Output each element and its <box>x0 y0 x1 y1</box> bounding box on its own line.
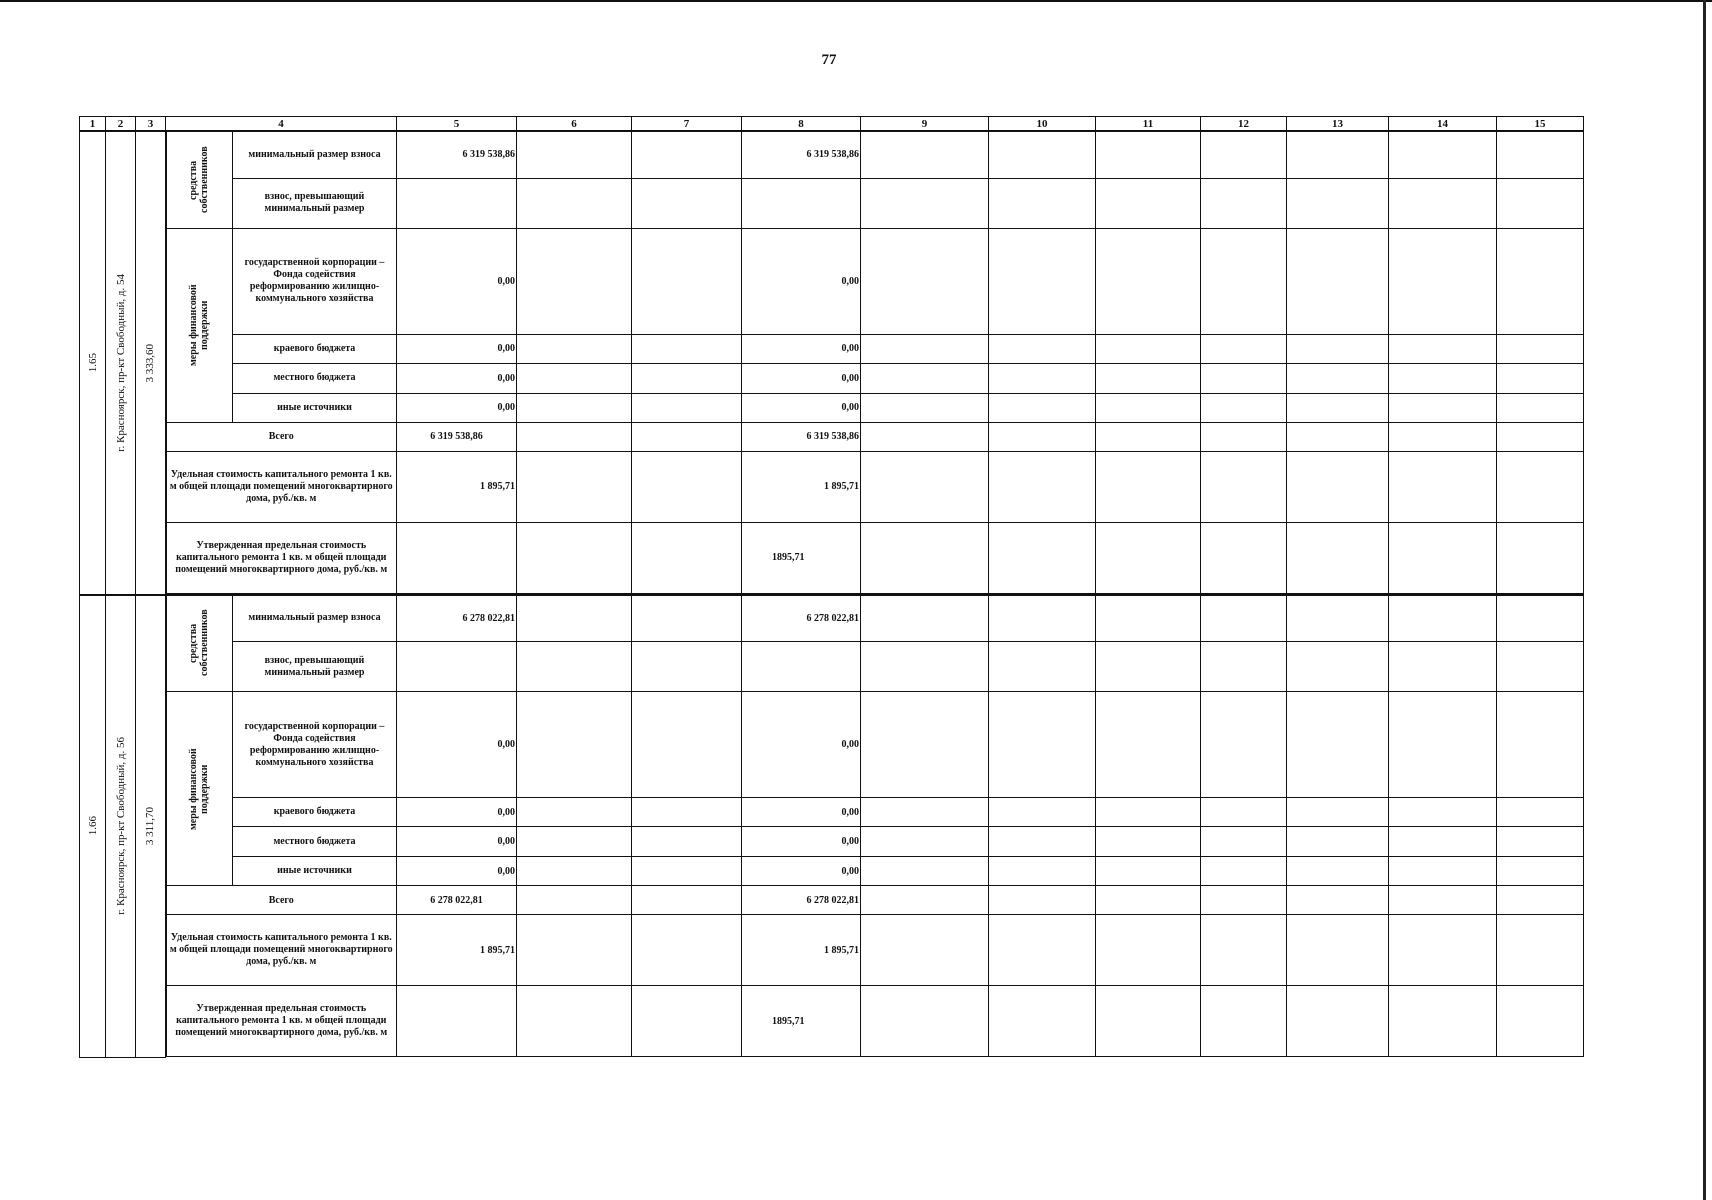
header-cell: 2 <box>106 117 136 132</box>
value-cell: 1 895,71 <box>397 915 517 986</box>
value-cell: 0,00 <box>742 393 861 422</box>
repair-cost-table <box>79 116 1584 1058</box>
table-row <box>80 522 1584 593</box>
value-cell: 0,00 <box>742 334 861 363</box>
right-border-line <box>1703 0 1706 1200</box>
table-row <box>80 131 1584 178</box>
header-cell: 1 <box>80 117 106 132</box>
table-row <box>80 857 1584 886</box>
header-cell: 9 <box>861 117 989 132</box>
value-cell: 0,00 <box>397 363 517 393</box>
value-cell: 0,00 <box>742 798 861 827</box>
value-cell: 0,00 <box>397 857 517 886</box>
value-cell: 0,00 <box>397 798 517 827</box>
total-label: Всего <box>166 422 397 451</box>
limit-cost-label: Утвержденная предельная стоимость капитального ремонта 1 кв. м общей площади помещений многоквартирного дома, руб./кв. м <box>166 986 397 1057</box>
other-label: иные источники <box>233 393 397 422</box>
value-cell: 6 319 538,86 <box>742 422 861 451</box>
value-cell: 0,00 <box>397 334 517 363</box>
value-cell: 6 278 022,81 <box>397 595 517 642</box>
fund-label: государственной корпорации – Фонда содействия реформированию жилищно-коммунального хозяйства <box>233 692 397 798</box>
table-row <box>80 986 1584 1057</box>
limit-cost-label: Утвержденная предельная стоимость капитального ремонта 1 кв. м общей площади помещений многоквартирного дома, руб./кв. м <box>166 522 397 593</box>
owner-funds-label: средства собственников <box>166 131 233 228</box>
support-label: меры финансовой поддержки <box>166 692 233 886</box>
value-cell: 0,00 <box>742 363 861 393</box>
table-row <box>80 798 1584 827</box>
over-fee-label: взнос, превышающий минимальный размер <box>233 642 397 692</box>
total-label: Всего <box>166 886 397 915</box>
krai-label: краевого бюджета <box>233 798 397 827</box>
other-label: иные источники <box>233 857 397 886</box>
value-cell: 6 278 022,81 <box>742 886 861 915</box>
value-cell: 1895,71 <box>742 986 861 1057</box>
header-cell: 10 <box>989 117 1096 132</box>
table-row <box>80 228 1584 334</box>
value-cell: 6 278 022,81 <box>742 595 861 642</box>
value-cell: 0,00 <box>397 827 517 857</box>
row-number: 1.66 <box>80 595 106 1058</box>
table-row <box>80 595 1584 642</box>
table-row <box>80 422 1584 451</box>
owner-funds-label: средства собственников <box>166 595 233 692</box>
value-cell: 1 895,71 <box>397 451 517 522</box>
table-row <box>80 886 1584 915</box>
over-fee-label: взнос, превышающий минимальный размер <box>233 178 397 228</box>
header-cell: 5 <box>397 117 517 132</box>
krai-label: краевого бюджета <box>233 334 397 363</box>
value-cell: 0,00 <box>742 857 861 886</box>
value-cell: 1895,71 <box>742 522 861 593</box>
row-number: 1.65 <box>80 131 106 595</box>
value-cell: 1 895,71 <box>742 451 861 522</box>
value-cell: 0,00 <box>397 692 517 798</box>
support-label: меры финансовой поддержки <box>166 228 233 422</box>
table-row <box>80 915 1584 986</box>
value-cell: 1 895,71 <box>742 915 861 986</box>
value-cell: 0,00 <box>742 827 861 857</box>
min-fee-label: минимальный размер взноса <box>233 595 397 642</box>
value-cell: 0,00 <box>742 228 861 334</box>
header-cell: 13 <box>1287 117 1389 132</box>
min-fee-label: минимальный размер взноса <box>233 131 397 178</box>
value-cell: 6 319 538,86 <box>397 131 517 178</box>
value-cell: 6 278 022,81 <box>397 886 517 915</box>
header-cell: 3 <box>136 117 166 132</box>
address-cell: г. Красноярск, пр-кт Свободный, д. 54 <box>106 131 136 595</box>
table-row <box>80 178 1584 228</box>
value-cell: 6 319 538,86 <box>742 131 861 178</box>
value-cell: 0,00 <box>397 393 517 422</box>
header-row <box>80 117 1584 132</box>
fund-label: государственной корпорации – Фонда содействия реформированию жилищно-коммунального хозяйства <box>233 228 397 334</box>
header-cell: 4 <box>166 117 397 132</box>
header-cell: 14 <box>1389 117 1497 132</box>
top-border-line <box>0 0 1712 2</box>
page-number: 77 <box>821 52 837 68</box>
table-row <box>80 393 1584 422</box>
unit-cost-label: Удельная стоимость капитального ремонта 1 кв. м общей площади помещений многоквартирного дома, руб./кв. м <box>166 915 397 986</box>
header-cell: 11 <box>1096 117 1201 132</box>
table-row <box>80 363 1584 393</box>
table-row <box>80 827 1584 857</box>
header-cell: 8 <box>742 117 861 132</box>
area-cell: 3 311,70 <box>136 595 166 1058</box>
header-cell: 15 <box>1497 117 1584 132</box>
table-row <box>80 334 1584 363</box>
local-label: местного бюджета <box>233 363 397 393</box>
address-cell: г. Красноярск, пр-кт Свободный, д. 56 <box>106 595 136 1058</box>
header-cell: 7 <box>632 117 742 132</box>
table-row <box>80 692 1584 798</box>
table-row <box>80 642 1584 692</box>
header-cell: 12 <box>1201 117 1287 132</box>
value-cell: 0,00 <box>742 692 861 798</box>
header-cell: 6 <box>517 117 632 132</box>
table-row <box>80 451 1584 522</box>
area-cell: 3 333,60 <box>136 131 166 595</box>
unit-cost-label: Удельная стоимость капитального ремонта 1 кв. м общей площади помещений многоквартирного дома, руб./кв. м <box>166 451 397 522</box>
local-label: местного бюджета <box>233 827 397 857</box>
value-cell: 6 319 538,86 <box>397 422 517 451</box>
value-cell: 0,00 <box>397 228 517 334</box>
